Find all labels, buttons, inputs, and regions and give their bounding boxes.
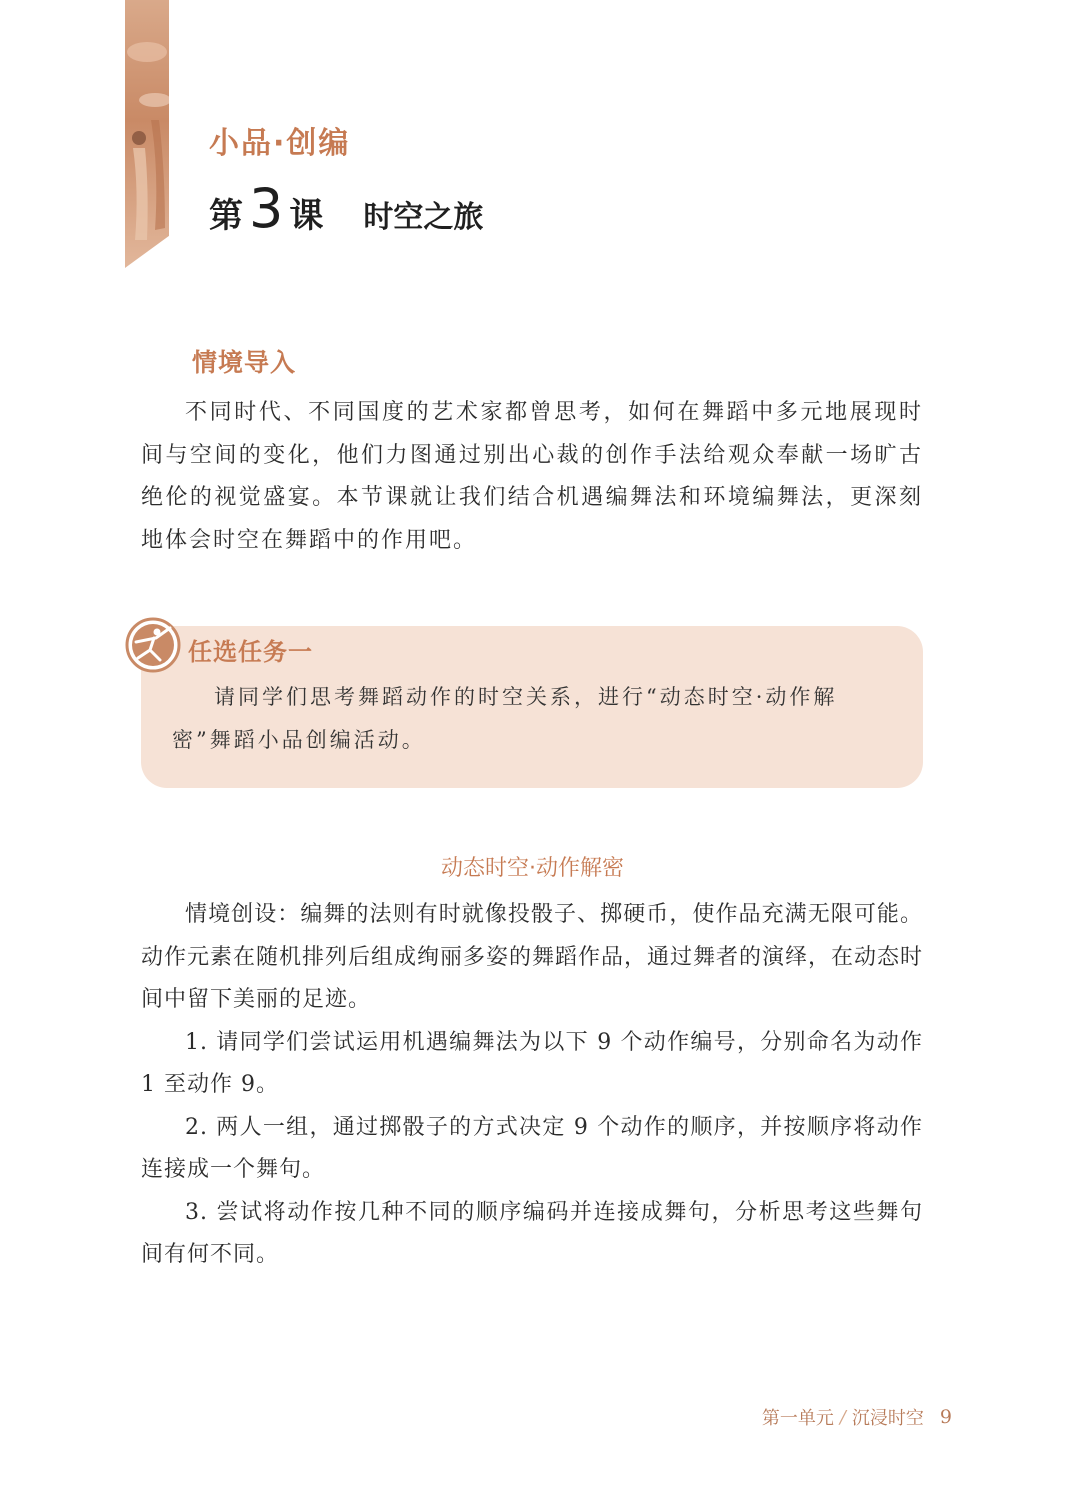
- activity-title: 动态时空·动作解密: [441, 856, 624, 881]
- side-banner-image: [125, 0, 169, 268]
- page-number: 9: [939, 1406, 952, 1428]
- task-text: 请同学们思考舞蹈动作的时空关系，进行“动态时空·动作解密”舞蹈小品创编活动。: [172, 685, 838, 752]
- intro-paragraph: 不同时代、不同国度的艺术家都曾思考，如何在舞蹈中多元地展现时间与空间的变化，他们力图通过别出心裁的创作手法给观众奉献一场旷古绝伦的视觉盛宴。本节课就让我们结合机遇编舞法和环境编舞法，更深刻地体会时空在舞蹈中的作用吧。: [141, 400, 923, 553]
- footer-theme: 沉浸时空: [851, 1408, 924, 1429]
- lesson-name: 时空之旅: [363, 200, 484, 235]
- intro-section-title: 情境导入: [192, 348, 297, 377]
- footer-separator: /: [839, 1406, 846, 1428]
- activity-step-3: 3. 尝试将动作按几种不同的顺序编码并连接成舞句，分析思考这些舞句间有何不同。: [141, 1199, 923, 1267]
- activity-paragraph: 情境创设：编舞的法则有时就像投骰子、掷硬币，使作品充满无限可能。动作元素在随机排列后组成绚丽多姿的舞蹈作品，通过舞者的演绎，在动态时间中留下美丽的足迹。: [141, 902, 924, 1012]
- task-title: 任选任务一: [188, 638, 313, 666]
- page-footer: [762, 1404, 952, 1430]
- lesson-heading: [209, 177, 484, 240]
- footer-unit: 第一单元: [761, 1408, 834, 1429]
- activity-step-1: 1. 请同学们尝试运用机遇编舞法为以下 9 个动作编号，分别命名为动作 1 至动作 9。: [141, 1029, 923, 1097]
- lesson-suffix: 课: [289, 196, 324, 236]
- dancer-icon: [124, 616, 182, 674]
- lesson-number: 3: [249, 177, 284, 240]
- lesson-prefix: 第: [209, 196, 243, 236]
- activity-body: [141, 894, 923, 1277]
- unit-title: 小品·创编: [209, 126, 351, 161]
- activity-step-2: 2. 两人一组，通过掷骰子的方式决定 9 个动作的顺序，并按顺序将动作连接成一个舞句。: [141, 1114, 923, 1182]
